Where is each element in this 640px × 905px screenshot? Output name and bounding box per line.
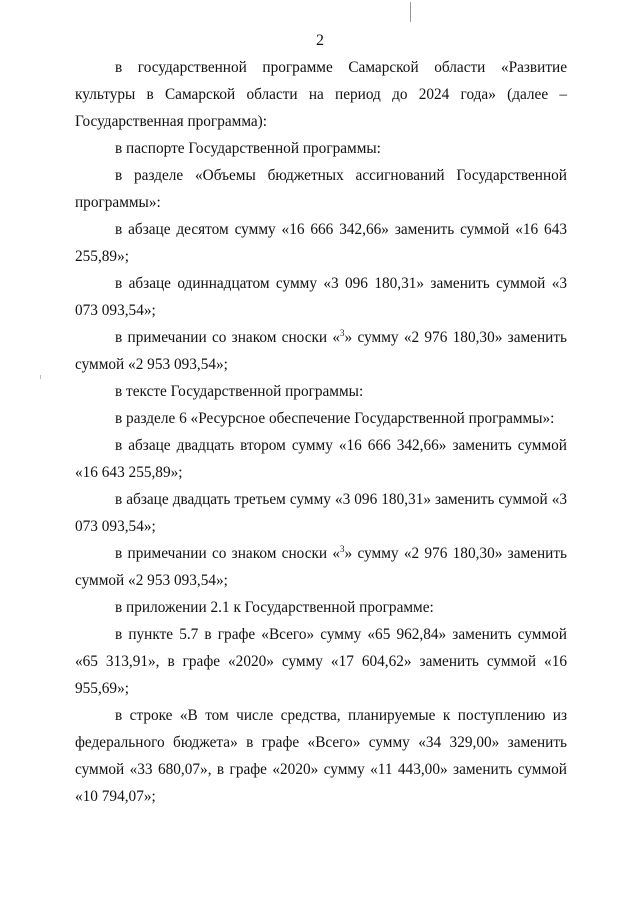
paragraph: в абзаце двадцать втором сумму «16 666 342,66» заменить суммой «16 643 255,89»; — [75, 437, 567, 481]
paragraph: в паспорте Государственной программы: — [115, 140, 381, 157]
paragraph-text: » сумму «2 976 180,30» заменить суммой «2 953 093,54»; — [75, 545, 567, 589]
scan-mark — [410, 2, 411, 22]
paragraph-text: в примечании со знаком сноски « — [115, 329, 341, 346]
paragraph: в разделе «Объемы бюджетных ассигнований Государственной программы»: — [75, 167, 567, 211]
paragraph: в тексте Государственной программы: — [115, 383, 364, 400]
paragraph: в разделе 6 «Ресурсное обеспечение Государственной программы»: — [115, 410, 555, 427]
paragraph-footnote-note — [75, 324, 567, 378]
document-body — [75, 54, 567, 810]
paragraph: в приложении 2.1 к Государственной программе: — [115, 599, 434, 616]
paragraph-footnote-note — [75, 540, 567, 594]
paragraph: в государственной программе Самарской области «Развитие культуры в Самарской области на период до 2024 года» (далее – Государственная программа): — [75, 59, 567, 130]
footnote-sign: 3 — [340, 543, 345, 554]
footnote-sign: 3 — [340, 327, 345, 338]
paragraph: в строке «В том числе средства, планируемые к поступлению из федерального бюджета» в графе «Всего» сумму «34 329,00» заменить суммой «33 680,07», в графе «2020» сумму «11 443,00» заменить суммой «10 794,07»; — [75, 707, 567, 805]
page-number: 2 — [316, 32, 324, 49]
paragraph-text: в примечании со знаком сноски « — [115, 545, 341, 562]
paragraph: в абзаце двадцать третьем сумму «3 096 180,31» заменить суммой «3 073 093,54»; — [75, 491, 567, 535]
paragraph: в абзаце одиннадцатом сумму «3 096 180,31» заменить суммой «3 073 093,54»; — [75, 275, 567, 319]
scan-mark — [40, 375, 41, 379]
paragraph: в абзаце десятом сумму «16 666 342,66» заменить суммой «16 643 255,89»; — [75, 221, 567, 265]
paragraph-text: » сумму «2 976 180,30» заменить суммой «2 953 093,54»; — [75, 329, 567, 373]
paragraph: в пункте 5.7 в графе «Всего» сумму «65 962,84» заменить суммой «65 313,91», в графе «2020» сумму «17 604,62» заменить суммой «16 955,69»; — [75, 626, 567, 697]
